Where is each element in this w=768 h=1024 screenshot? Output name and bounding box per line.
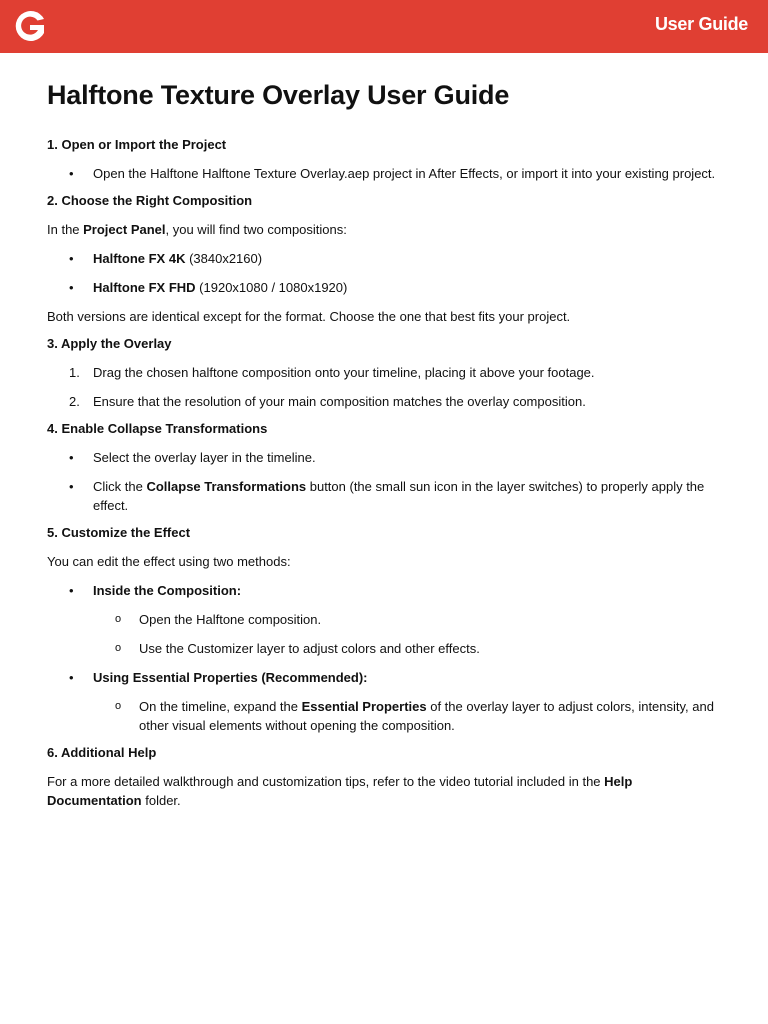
bold-text: Essential Properties [301, 699, 427, 714]
text-run: of the overlay layer to adjust colors, intensity, and other visual elements without opening the composition. [139, 699, 714, 733]
list-item-text: Open the Halftone Halftone Texture Overlay.aep project in After Effects, or import it into your existing project. [93, 166, 716, 181]
header-title: User Guide [654, 14, 748, 34]
text-run: For a more detailed walkthrough and customization tips, refer to the video tutorial included in the [47, 774, 605, 789]
list-item-text: Select the overlay layer in the timeline. [93, 450, 316, 465]
number-marker: 1. [69, 365, 80, 380]
text-run: Click the [93, 479, 147, 494]
document-body [47, 80, 717, 820]
paragraph [47, 772, 717, 810]
bold-text: Help Documentation [47, 774, 633, 808]
bullet-marker: • [69, 479, 74, 494]
section-heading-3: 3. Apply the Overlay [47, 336, 172, 351]
list-item [47, 249, 717, 268]
bold-text: Halftone FX FHD [93, 280, 196, 295]
bold-text: Project Panel [83, 222, 166, 237]
text-run: In the [47, 222, 84, 237]
list-item-text: Drag the chosen halftone composition onto your timeline, placing it above your footage. [93, 365, 595, 380]
list-item [93, 610, 717, 629]
sub-bullet-marker: o [115, 700, 122, 712]
bold-text: Using Essential Properties (Recommended): [93, 670, 368, 685]
list-item [47, 278, 717, 297]
text-run: (1920x1080 / 1080x1920) [195, 280, 348, 295]
list-item [47, 581, 717, 658]
bullet-list [47, 581, 717, 735]
section-heading-1: 1. Open or Import the Project [47, 137, 227, 152]
list-item [47, 392, 717, 411]
list-item [47, 668, 717, 735]
bold-text: Halftone FX 4K [93, 251, 186, 266]
paragraph: You can edit the effect using two methods: [47, 554, 291, 569]
bold-text: Collapse Transformations [146, 479, 307, 494]
bullet-list [47, 448, 717, 515]
sub-bullet-list [93, 610, 717, 658]
list-item-text: Use the Customizer layer to adjust colors and other effects. [139, 641, 480, 656]
paragraph: Both versions are identical except for the format. Choose the one that best fits your project. [47, 309, 571, 324]
text-run: (3840x2160) [185, 251, 263, 266]
section-heading-5: 5. Customize the Effect [47, 525, 191, 540]
number-marker: 2. [69, 394, 80, 409]
section-heading-4: 4. Enable Collapse Transformations [47, 421, 268, 436]
g-logo-icon [10, 9, 48, 43]
list-item [47, 164, 717, 183]
bold-text: Inside the Composition: [93, 583, 242, 598]
sub-bullet-marker: o [115, 642, 122, 654]
list-item-text: Open the Halftone composition. [139, 612, 322, 627]
section-heading-6: 6. Additional Help [47, 745, 157, 760]
bullet-marker: • [69, 670, 74, 685]
sub-bullet-marker: o [115, 613, 122, 625]
list-item-text: Ensure that the resolution of your main composition matches the overlay composition. [93, 394, 586, 409]
numbered-list [47, 363, 717, 411]
section-heading-2: 2. Choose the Right Composition [47, 193, 253, 208]
bullet-marker: • [69, 280, 74, 295]
bullet-marker: • [69, 450, 74, 465]
list-item [47, 477, 717, 515]
list-item [47, 448, 717, 467]
text-run: , you will find two compositions: [165, 222, 347, 237]
bullet-list [47, 249, 717, 297]
header-bar [0, 0, 768, 53]
bullet-marker: • [69, 251, 74, 266]
paragraph [47, 220, 717, 239]
list-item [93, 639, 717, 658]
text-run: folder. [141, 793, 181, 808]
sub-bullet-list [93, 697, 717, 735]
text-run: button (the small sun icon in the layer switches) to properly apply the effect. [93, 479, 705, 513]
list-item [47, 363, 717, 382]
bullet-marker: • [69, 583, 74, 598]
text-run: On the timeline, expand the [139, 699, 302, 714]
page-title: Halftone Texture Overlay User Guide [47, 80, 510, 110]
list-item [93, 697, 717, 735]
bullet-marker: • [69, 166, 74, 181]
bullet-list [47, 164, 717, 183]
